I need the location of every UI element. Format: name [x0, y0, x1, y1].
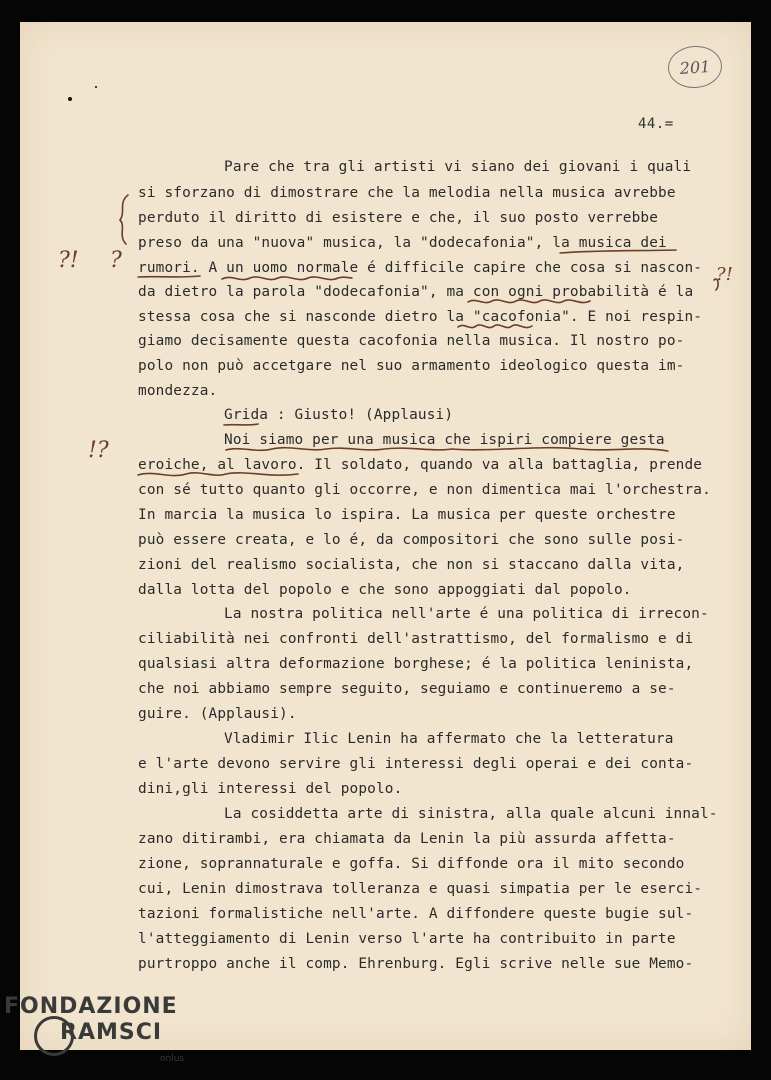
- margin-annotation: ?!: [58, 248, 79, 273]
- text-line: zioni del realismo socialista, che non si staccano dalla vita,: [138, 557, 685, 573]
- text-line: l'atteggiamento di Lenin verso l'arte ha contribuito in parte: [138, 931, 676, 947]
- text-line: Vladimir Ilic Lenin ha affermato che la letteratura: [224, 731, 674, 747]
- text-line: Noi siamo per una musica che ispiri compiere gesta: [224, 432, 665, 448]
- margin-annotation: ?!: [716, 264, 733, 285]
- margin-annotation: !?: [88, 438, 109, 463]
- text-line: Grida : Giusto! (Applausi): [224, 407, 454, 423]
- text-line: stessa cosa che si nasconde dietro la "cacofonia". E noi respin-: [138, 309, 703, 325]
- text-line: con sé tutto quanto gli occorre, e non dimentica mai l'orchestra.: [138, 482, 711, 498]
- text-line: La cosiddetta arte di sinistra, alla quale alcuni innal-: [224, 806, 718, 822]
- text-line: da dietro la parola "dodecafonia", ma con ogni probabilità é la: [138, 284, 694, 300]
- text-line: zano ditirambi, era chiamata da Lenin la più assurda affetta-: [138, 831, 676, 847]
- watermark-text: onlus: [160, 1054, 185, 1064]
- text-line: perduto il diritto di esistere e che, il suo posto verrebbe: [138, 210, 659, 226]
- text-line: dini,gli interessi del popolo.: [138, 781, 403, 797]
- text-line: guire. (Applausi).: [138, 706, 297, 722]
- text-line: tazioni formalistiche nell'arte. A diffondere queste bugie sul-: [138, 906, 694, 922]
- text-line: Pare che tra gli artisti vi siano dei giovani i quali: [224, 159, 692, 175]
- ink-dot: [95, 86, 97, 88]
- text-line: La nostra politica nell'arte é una politica di irrecon-: [224, 606, 709, 622]
- text-line: eroiche, al lavoro. Il soldato, quando va alla battaglia, prende: [138, 457, 703, 473]
- text-line: qualsiasi altra deformazione borghese; é la politica leninista,: [138, 656, 694, 672]
- text-line: mondezza.: [138, 383, 218, 399]
- watermark-text: FONDAZIONE: [4, 994, 178, 1019]
- text-line: giamo decisamente questa cacofonia nella musica. Il nostro po-: [138, 333, 685, 349]
- text-line: polo non può accetgare nel suo armamento ideologico questa im-: [138, 358, 685, 374]
- text-line: ciliabilità nei confronti dell'astrattismo, del formalismo e di: [138, 631, 694, 647]
- text-line: purtroppo anche il comp. Ehrenburg. Egli scrive nelle sue Memo-: [138, 956, 694, 972]
- text-line: che noi abbiamo sempre seguito, seguiamo e continueremo a se-: [138, 681, 676, 697]
- text-line: cui, Lenin dimostrava tolleranza e quasi simpatia per le eserci-: [138, 881, 703, 897]
- text-line: si sforzano di dimostrare che la melodia nella musica avrebbe: [138, 185, 676, 201]
- text-line: In marcia la musica lo ispira. La musica per queste orchestre: [138, 507, 676, 523]
- archive-number: 201: [679, 56, 711, 78]
- text-line: rumori. A un uomo normale é difficile capire che cosa si nascon-: [138, 260, 703, 276]
- text-line: e l'arte devono servire gli interessi degli operai e dei conta-: [138, 756, 694, 772]
- text-line: zione, soprannaturale e goffa. Si diffonde ora il mito secondo: [138, 856, 685, 872]
- page-number: 44.=: [638, 116, 674, 132]
- text-line: può essere creata, e lo é, da compositori che sono sulle posi-: [138, 532, 685, 548]
- ink-dot: [68, 97, 72, 101]
- text-line: dalla lotta del popolo e che sono appoggiati dal popolo.: [138, 582, 632, 598]
- margin-annotation: ?: [110, 248, 122, 273]
- text-line: preso da una "nuova" musica, la "dodecafonia", la musica dei: [138, 235, 667, 251]
- watermark-text: RAMSCI: [60, 1020, 163, 1045]
